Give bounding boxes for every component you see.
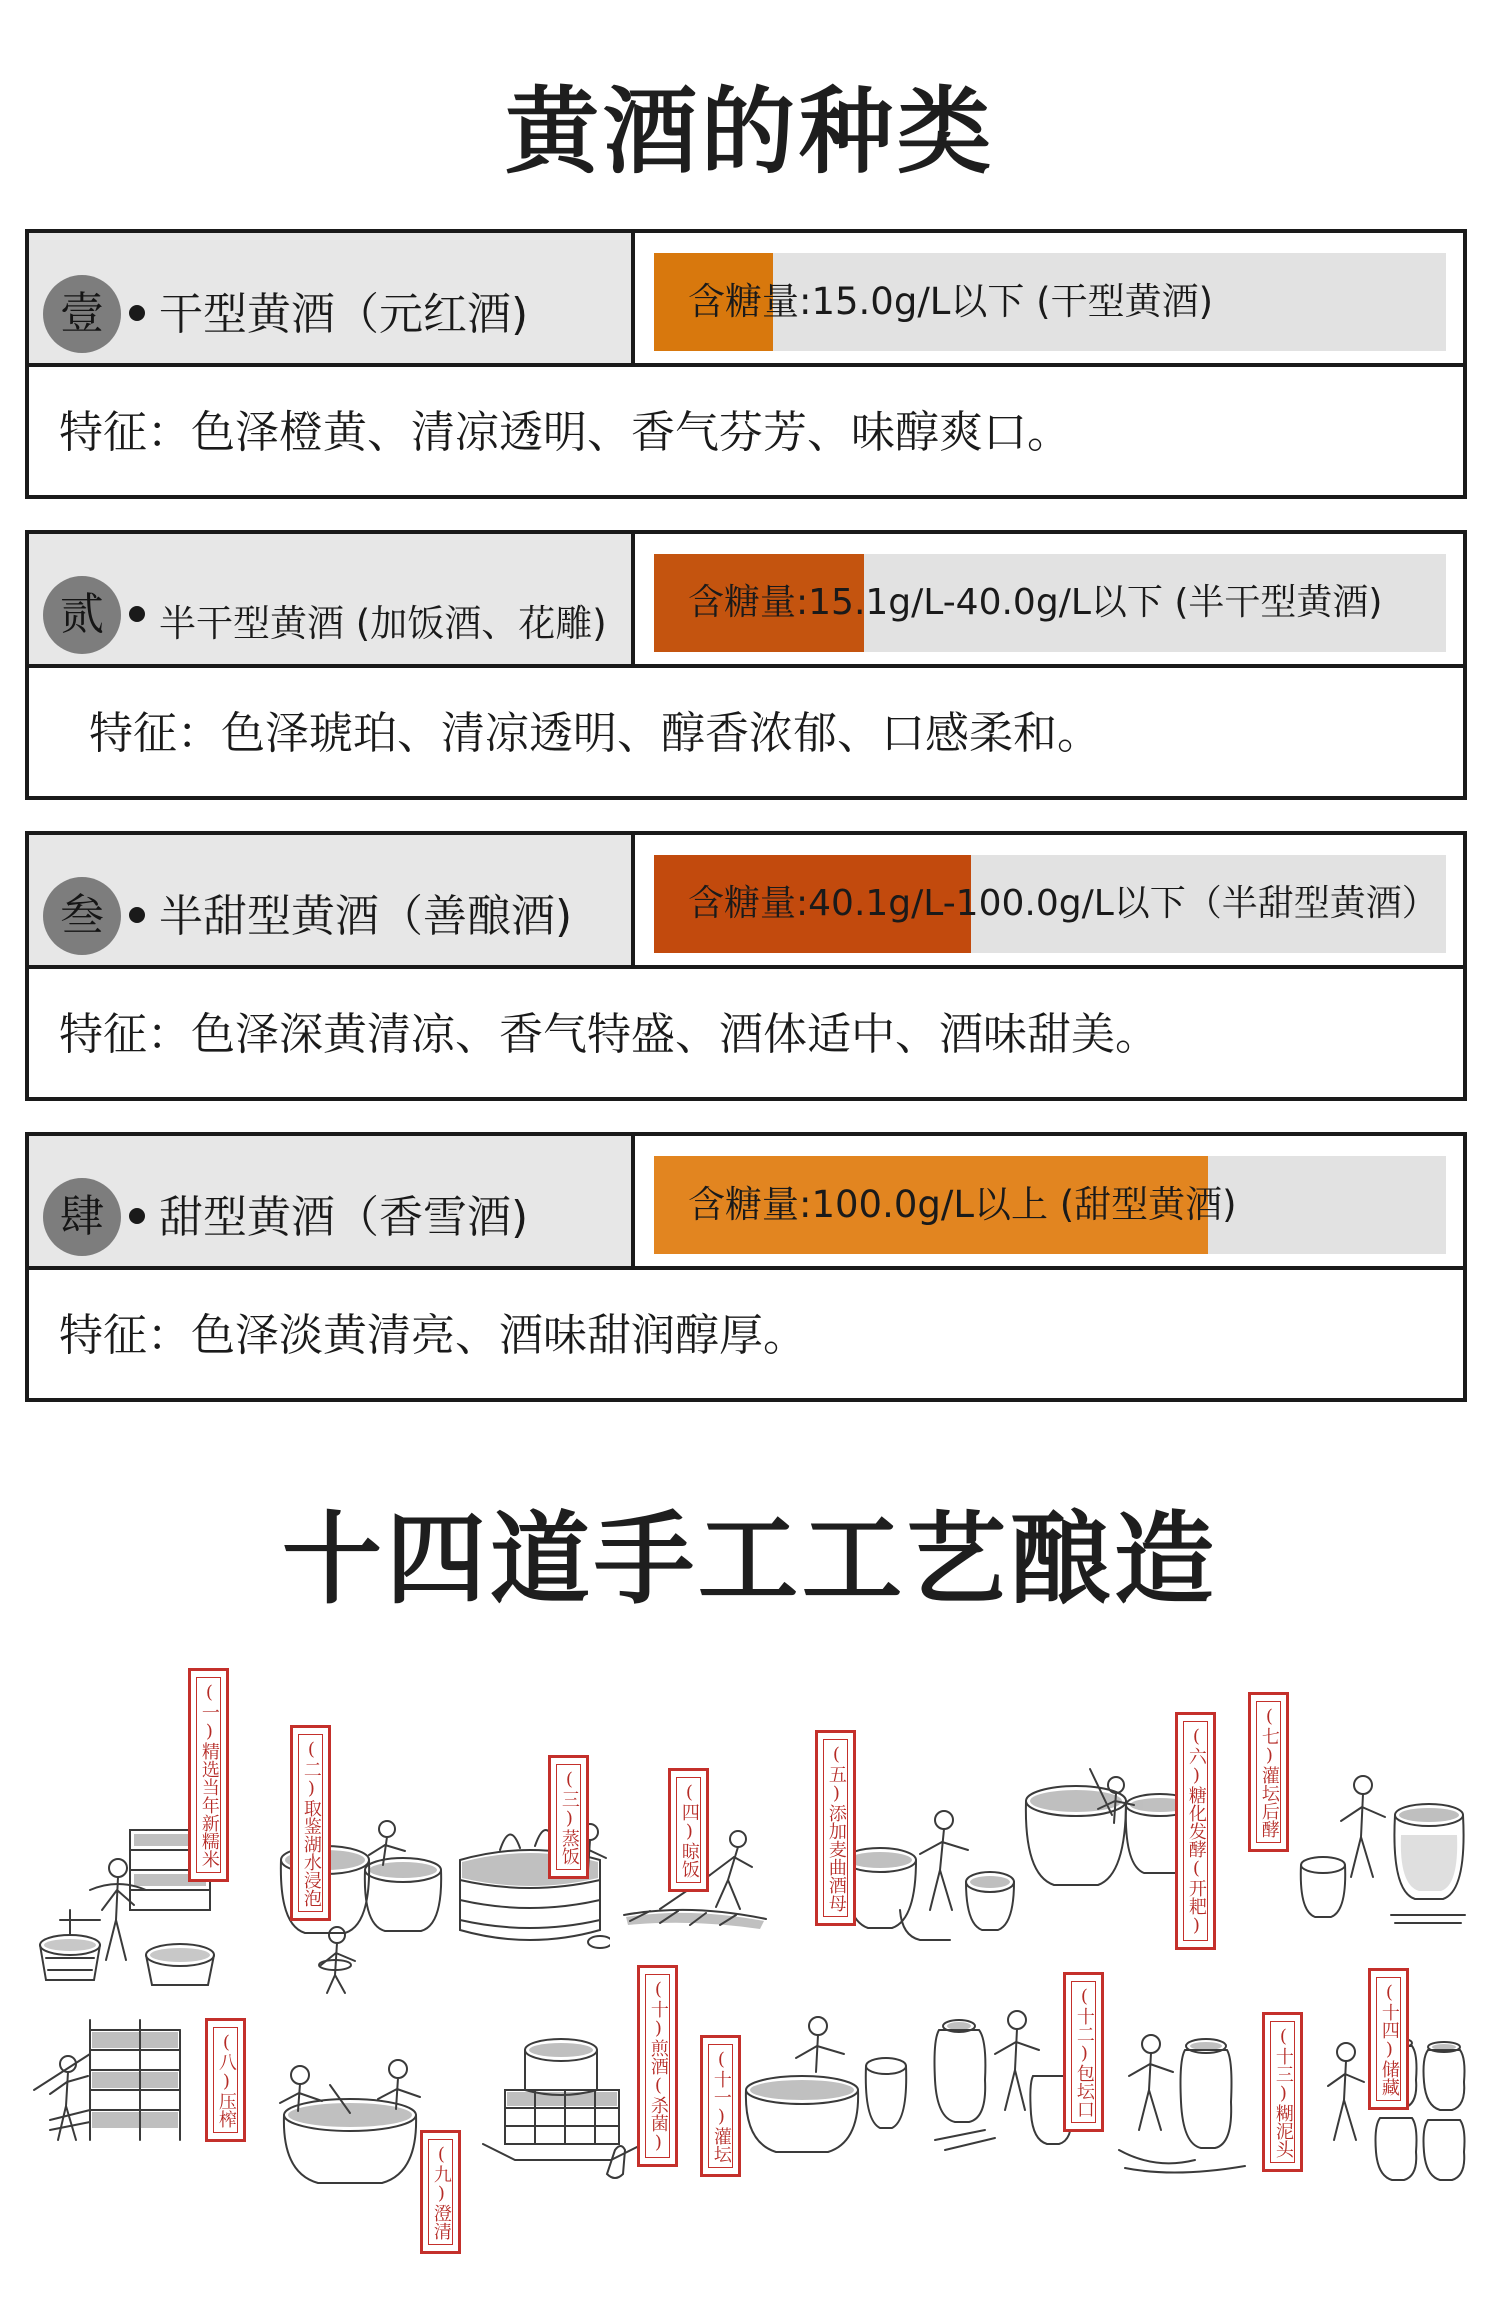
sugar-content: 含糖量:100.0g/L以上 (甜型黄酒) — [688, 1183, 1237, 1226]
post-fermentation-illustration — [1295, 1765, 1470, 1930]
type-name-cell — [29, 835, 635, 965]
craft-title: 十四道手工工艺酿造 — [282, 1501, 1218, 1618]
step-label: (三)蒸饭 — [548, 1755, 589, 1879]
wine-type-card-semi-sweet — [25, 831, 1467, 1101]
card-header — [29, 1136, 1463, 1270]
bullet-dot-icon — [129, 305, 145, 321]
mud-capping-illustration — [1115, 2020, 1260, 2180]
wine-type-card-sweet — [25, 1132, 1467, 1402]
card-header — [29, 835, 1463, 969]
type-name: 甜型黄酒（香雪酒) — [159, 1192, 529, 1243]
number-badge: 贰 — [43, 576, 121, 654]
number-badge: 肆 — [43, 1178, 121, 1256]
number-badge: 壹 — [43, 275, 121, 353]
number-badge: 叁 — [43, 877, 121, 955]
step-label: (五)添加麦曲酒母 — [815, 1730, 856, 1926]
type-name: 半干型黄酒 (加饭酒、花雕) — [159, 602, 607, 645]
sugar-content: 含糖量:15.0g/L以下 (干型黄酒) — [688, 280, 1214, 323]
step-label: (十)煎酒(杀菌) — [637, 1965, 678, 2167]
step-label: (四)晾饭 — [668, 1768, 709, 1892]
step-label: (八)压榨 — [205, 2018, 246, 2142]
fermentation-raking-illustration — [1020, 1765, 1200, 1920]
type-name-cell — [29, 1136, 635, 1266]
step-label: (十四)储藏 — [1368, 1968, 1409, 2110]
types-title: 黄酒的种类 — [504, 78, 995, 187]
sterilization-illustration — [475, 2020, 655, 2190]
type-feature: 特征：色泽深黄清凉、香气特盛、酒体适中、酒味甜美。 — [59, 1009, 1159, 1060]
type-name: 干型黄酒（元红酒) — [159, 289, 529, 340]
clarification-illustration — [270, 2045, 440, 2195]
jar-sealing-illustration — [925, 1990, 1075, 2160]
step-label: (七)灌坛后酵 — [1248, 1692, 1289, 1852]
step-label: (九)澄清 — [420, 2130, 461, 2254]
jar-filling-illustration — [740, 2010, 910, 2160]
brewing-process-illustration — [0, 1650, 1500, 2322]
type-feature: 特征：色泽橙黄、清凉透明、香气芬芳、味醇爽口。 — [59, 407, 1071, 458]
adding-koji-illustration — [840, 1800, 1020, 1950]
type-feature: 特征：色泽琥珀、清凉透明、醇香浓郁、口感柔和。 — [89, 708, 1101, 759]
pressing-illustration — [30, 2010, 220, 2155]
sugar-bar — [654, 855, 1446, 953]
step-label: (十二)包坛口 — [1063, 1972, 1104, 2132]
step-label: (二)取鉴湖水浸泡 — [290, 1725, 331, 1921]
step-label: (十一)灌坛 — [700, 2035, 741, 2177]
wine-type-card-semi-dry — [25, 530, 1467, 800]
sugar-bar — [654, 1156, 1446, 1254]
step-label: (六)糖化发酵(开耙) — [1175, 1712, 1216, 1950]
bullet-dot-icon — [129, 907, 145, 923]
step-label: (一)精选当年新糯米 — [188, 1668, 229, 1882]
card-header — [29, 534, 1463, 668]
type-name: 半甜型黄酒（善酿酒) — [159, 891, 573, 942]
sugar-content: 含糖量:15.1g/L-40.0g/L以下 (半干型黄酒) — [688, 582, 1383, 623]
type-name-cell — [29, 233, 635, 363]
bullet-dot-icon — [129, 606, 145, 622]
bullet-dot-icon — [129, 1208, 145, 1224]
wine-type-card-dry — [25, 229, 1467, 499]
sugar-content: 含糖量:40.1g/L-100.0g/L以下（半甜型黄酒） — [688, 883, 1438, 924]
card-header — [29, 233, 1463, 367]
sugar-bar — [654, 554, 1446, 652]
step-label: (十三)糊泥头 — [1262, 2012, 1303, 2172]
type-name-cell — [29, 534, 635, 664]
sugar-bar — [654, 253, 1446, 351]
type-feature: 特征：色泽淡黄清亮、酒味甜润醇厚。 — [59, 1310, 807, 1361]
